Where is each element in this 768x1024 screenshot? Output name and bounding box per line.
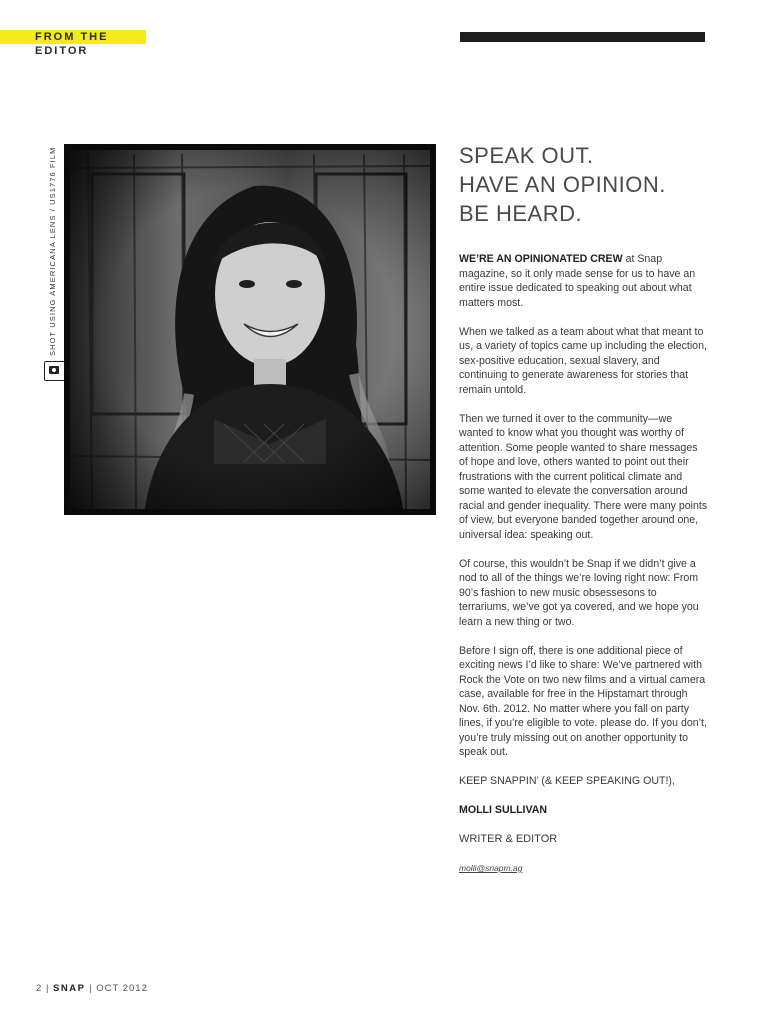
photo-credit: SHOT USING AMERICANA LENS / US1776 FILM bbox=[48, 146, 57, 356]
headline bbox=[459, 141, 719, 228]
top-rule bbox=[460, 32, 705, 42]
section-label: FROM THE EDITOR bbox=[35, 31, 109, 57]
issue-date: OCT 2012 bbox=[96, 983, 148, 994]
editor-portrait-photo bbox=[64, 144, 436, 515]
paragraph-team-topics: When we talked as a team about what that meant to us, a variety of topics came up including the election, sex-positive education, sexual slavery, and continuing to generate awareness for stories that remain untold. bbox=[459, 325, 707, 396]
lead-bold: WE’RE AN OPINIONATED CREW bbox=[459, 253, 623, 265]
camera-icon bbox=[44, 361, 66, 381]
lead-paragraph bbox=[459, 252, 709, 310]
lead-rest: at Snap magazine, so it only made sense for us to have an entire issue dedicated to speaking out about what matters most. bbox=[459, 253, 696, 309]
folio-separator-2: | bbox=[89, 983, 93, 994]
editor-letter bbox=[459, 252, 709, 876]
headline-line-1: SPEAK OUT. bbox=[459, 143, 594, 168]
page-folio bbox=[36, 983, 148, 994]
paragraph-rock-the-vote: Before I sign off, there is one additional piece of exciting news I’d like to share: We’ve partnered with Rock the Vote on two new films and a virtual camera case, available for free in the Hipstamart through Nov. 6th. 2012. No matter where you fall on party lines, if you’re eligible to vote. please do. If you don’t, you’re truly missing out on another opportunity to speak out. bbox=[459, 644, 707, 758]
paragraph-snap-loving: Of course, this wouldn’t be Snap if we didn’t give a nod to all of the things we’re loving right now: From 90’s fashion to new music obsessesons to terrariums, we’ve got ya covered, and we hope you learn a new thing or two. bbox=[459, 557, 699, 628]
magazine-name: SNAP bbox=[53, 983, 86, 994]
folio-separator-1: | bbox=[45, 983, 50, 994]
editor-email-link[interactable]: molli@snapm.ag bbox=[459, 863, 523, 873]
section-label-tab bbox=[0, 30, 146, 57]
signature-name: MOLLI SULLIVAN bbox=[459, 804, 548, 816]
page-number: 2 bbox=[36, 983, 43, 994]
headline-line-3: BE HEARD. bbox=[459, 201, 583, 226]
headline-line-2: HAVE AN OPINION. bbox=[459, 172, 666, 197]
sign-off: KEEP SNAPPIN’ (& KEEP SPEAKING OUT!), bbox=[459, 775, 675, 787]
paragraph-community: Then we turned it over to the community—we wanted to know what you thought was worthy of attention. Some people wanted to share messages of hope and love, others wanted to point out their frustrations with the current political climate and some wanted to elevate the conversation around racial and gender inequality. There were many points of view, but everyone banded together around one, universal idea: speaking out. bbox=[459, 412, 708, 541]
signature-title: WRITER & EDITOR bbox=[459, 833, 558, 845]
